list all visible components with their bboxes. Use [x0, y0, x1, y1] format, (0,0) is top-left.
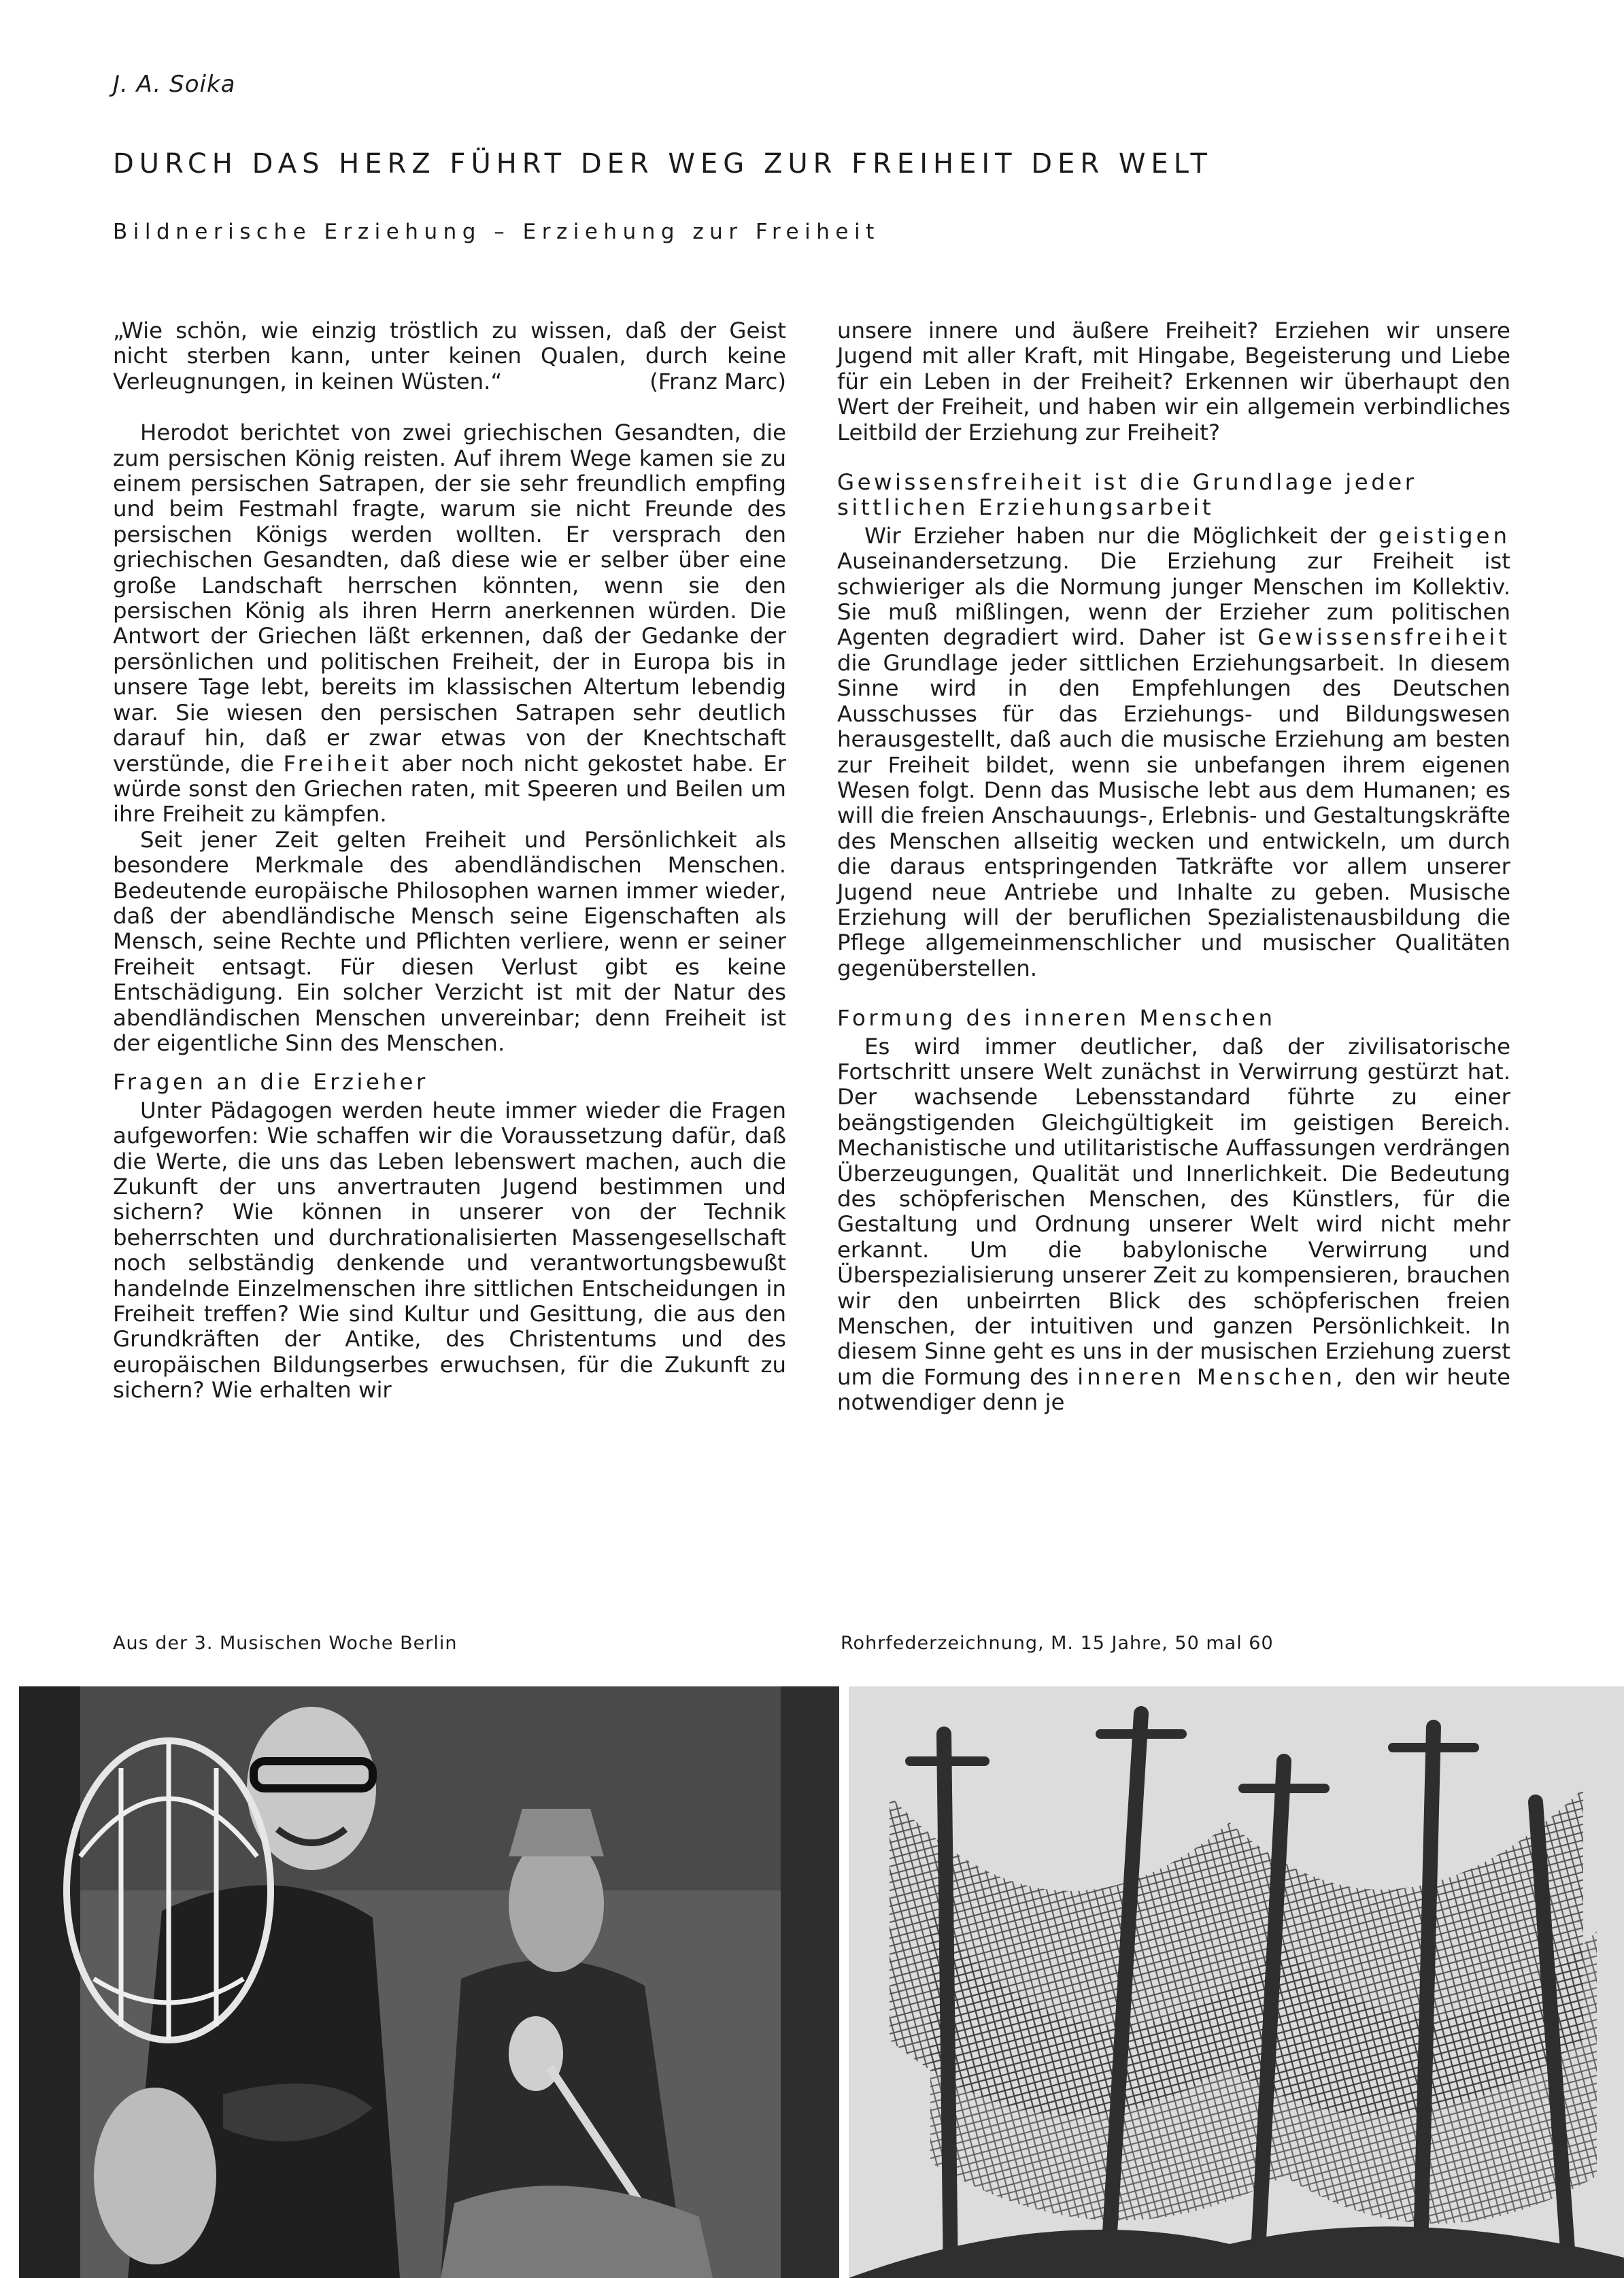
quote-source: (Franz Marc): [649, 368, 786, 394]
article-title: DURCH DAS HERZ FÜHRT DER WEG ZUR FREIHEIT DER WELT: [113, 148, 1213, 180]
spaced-emphasis: inneren Menschen,: [1077, 1363, 1347, 1390]
paragraph: Seit jener Zeit gelten Freiheit und Persönlichkeit als besondere Merkmale des abendländischen Menschen. Bedeutende europäische Philosophen warnen immer wieder, daß der abendländische Mensch seine Eigenschaften als Mensch, seine Rechte und Pflichten verliere, wenn er seiner Freiheit entsagt. Für diesen Verlust gibt es keine Entschädigung. Ein solcher Verzicht ist mit der Natur des abendländischen Menschen unvereinbar; denn Freiheit ist der eigentliche Sinn des Menschen.: [113, 826, 786, 1056]
paragraph-text: Wir Erzieher haben nur die Möglichkeit der: [864, 522, 1366, 549]
paragraph-text: Herodot berichtet von zwei griechischen Gesandten, die zum persischen König reisten. Auf ihrem Wege kamen sie zu einem persischen Satrapen, der sie sehr freundlich empfing und beim Festmahl fragte, warum sie nicht Freunde des persischen Königs werden wollten. Er versprach den griechischen Gesandten, daß diese wie er selber über eine große Landschaft herrschen könnten, wenn sie den persischen König als ihren Herrn anerkennen würden. Die Antwort der Griechen läßt erkennen, daß der Gedanke der persönlichen und politischen Freiheit, der in Europa bis in unsere Tage lebt, bereits im klassischen Altertum lebendig war. Sie wiesen den persischen Satrapen sehr deutlich darauf hin, daß er zwar etwas von der Knechtschaft verstünde, die: [113, 420, 786, 777]
spaced-emphasis: Gewissensfreiheit: [1257, 624, 1510, 651]
paragraph: unsere innere und äußere Freiheit? Erziehen wir unsere Jugend mit aller Kraft, mit Hingabe, Begeisterung und Liebe für ein Leben in der Freiheit? Erkennen wir überhaupt den Wert der Freiheit, und haben wir ein allgemein verbindliches Leitbild der Erziehung zur Freiheit?: [837, 318, 1510, 445]
epigraph-quote: [113, 318, 786, 394]
paragraph: [837, 524, 1510, 981]
right-column: [837, 318, 1510, 1416]
paragraph-text: die Grundlage jeder sittlichen Erziehungsarbeit. In diesem Sinne wird in den Empfehlungen des Deutschen Ausschusses für das Erziehungs- und Bildungswesen herausgestellt, daß auch die musische Erziehung am besten zur Freiheit bildet, wenn sie unbefangen ihrem eigenen Wesen folgt. Denn das Musische lebt aus dem Humanen; es will die freien Anschauungs-, Erlebnis- und Gestaltungskräfte des Menschen allseitig wecken und entwickeln, um durch die daraus entspringenden Tatkräfte vor allem unserer Jugend neue Antriebe und Inhalte zu geben. Musische Erziehung will der beruflichen Spezialistenausbildung die Pflege allgemeinmenschlicher und musischer Qualitäten gegenüberstellen.: [837, 649, 1510, 981]
spaced-emphasis: geistigen: [1378, 522, 1511, 549]
theatre-photo-graphic: [19, 1686, 839, 2278]
paragraph: Unter Pädagogen werden heute immer wieder die Fragen aufgeworfen: Wie schaffen wir die Voraussetzung dafür, daß die Werte, die uns das Leben lebenswert machen, auch die Zukunft der uns anvertrauten Jugend bestimmen und sichern? Wie können in unserer von der Technik beherrschten und durchrationalisierten Massengesellschaft noch selbständig denkende und verantwortungsbewußt handelnde Einzelmenschen ihre sittlichen Entscheidungen in Freiheit treffen? Wie sind Kultur und Gesittung, die aus den Grundkräften der Antike, des Christentums und des europäischen Bildungserbes erwuchsen, für die Zukunft zu sichern? Wie erhalten wir: [113, 1097, 786, 1404]
paragraph-text: Auseinandersetzung. Die Erziehung zur Freiheit ist schwieriger als die Normung junger Menschen im Kollektiv. Sie muß mißlingen, wenn der Erzieher zum politischen Agenten degradiert wird. Daher ist: [837, 548, 1510, 651]
section-heading: Gewissensfreiheit ist die Grundlage jeder sittlichen Erziehungsarbeit: [837, 469, 1417, 521]
author-name: J. A. Soika: [113, 71, 236, 98]
paragraph-text: den wir heute notwendiger denn je: [837, 1363, 1510, 1416]
drawing-caption: Rohrfederzeichnung, M. 15 Jahre, 50 mal 60: [841, 1633, 1274, 1654]
paragraph-text: Es wird immer deutlicher, daß der zivilisatorische Fortschritt unsere Welt zunächst in Verwirrung gestürzt hat. Der wachsende Lebensstandard führte zu einer beängstigenden Gleichgültigkeit im geistigen Bereich. Mechanistische und utilitaristische Auffassungen verdrängen Überzeugungen, Qualität und Innerlichkeit. Die Bedeutung des schöpferischen Menschen, des Künstlers, für die Gestaltung und Ordnung unserer Welt wird nicht mehr erkannt. Um die babylonische Verwirrung und Überspezialisierung unserer Zeit zu kompensieren, brauchen wir den unbeirrten Blick des schöpferischen freien Menschen, der intuitiven und ganzen Persönlichkeit. In diesem Sinne geht es uns in der musischen Erziehung zuerst um die Formung des: [837, 1033, 1510, 1390]
article-subtitle: Bildnerische Erziehung – Erziehung zur Freiheit: [113, 220, 880, 244]
photo-caption: Aus der 3. Musischen Woche Berlin: [113, 1633, 458, 1654]
paragraph: [113, 420, 786, 828]
pen-drawing-image: [849, 1686, 1624, 2278]
paragraph-text: aber noch nicht gekostet habe. Er würde sonst den Griechen raten, mit Speeren und Beilen um ihre Freiheit zu kämpfen.: [113, 750, 786, 828]
spaced-emphasis: Freiheit: [283, 750, 392, 777]
section-heading: Fragen an die Erzieher: [113, 1069, 428, 1095]
theatre-photo: [19, 1686, 839, 2278]
section-heading: Formung des inneren Menschen: [837, 1005, 1276, 1032]
left-column: [113, 318, 786, 1404]
quote-text: „Wie schön, wie einzig tröstlich zu wissen, daß der Geist nicht sterben kann, unter keinen Qualen, durch keine Verleugnungen, in keinen Wüsten.“: [113, 318, 786, 394]
paragraph: [837, 1034, 1510, 1416]
pen-drawing-graphic: [849, 1686, 1624, 2278]
